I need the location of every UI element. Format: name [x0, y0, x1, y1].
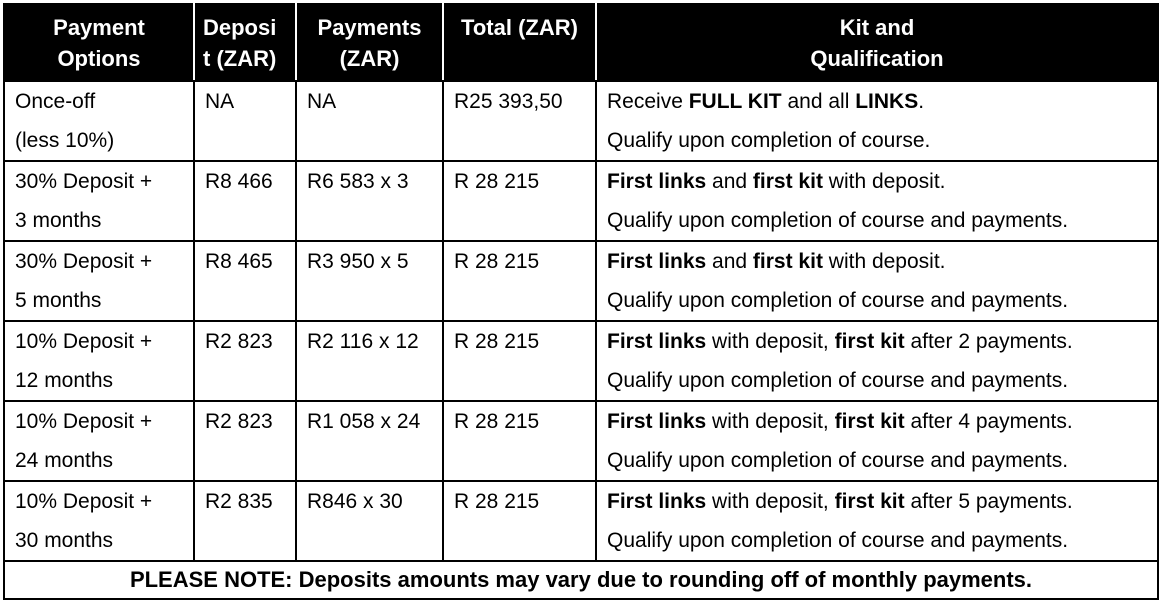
payment-option-line: 24 months — [15, 449, 114, 472]
cell-deposit-value: NA — [205, 90, 235, 113]
header-total — [443, 4, 596, 81]
kit-emphasis: First links — [607, 250, 707, 273]
kit-line — [607, 482, 1157, 521]
table-row — [4, 401, 1158, 481]
kit-emphasis: first kit — [752, 170, 823, 193]
kit-line — [607, 242, 1157, 281]
cell-total-value: R 28 215 — [454, 490, 540, 513]
cell-deposit — [194, 241, 296, 321]
cell-payments — [296, 481, 443, 561]
cell-total-value: R 28 215 — [454, 410, 540, 433]
payment-option-line: 30% Deposit + — [15, 250, 153, 273]
payment-option-line: 10% Deposit + — [15, 330, 153, 353]
kit-line — [607, 162, 1157, 201]
qualification-line: Qualify upon completion of course and payments. — [607, 449, 1069, 472]
header-payments-line-1: Payments — [317, 15, 422, 40]
cell-payments — [296, 241, 443, 321]
cell-total — [443, 241, 596, 321]
cell-deposit — [194, 481, 296, 561]
qualification-line: Qualify upon completion of course and payments. — [607, 369, 1069, 392]
cell-deposit-value: R2 823 — [205, 330, 273, 353]
header-payment-options — [4, 4, 194, 81]
header-kit-line-1: Kit and — [839, 15, 915, 40]
qualification-line: Qualify upon completion of course. — [607, 129, 931, 152]
cell-kit-qualification — [596, 401, 1158, 481]
table-row — [4, 481, 1158, 561]
cell-kit-qualification — [596, 321, 1158, 401]
kit-emphasis: first kit — [752, 250, 823, 273]
kit-emphasis: LINKS — [855, 90, 919, 113]
qualification-line: Qualify upon completion of course and payments. — [607, 529, 1069, 552]
table-header — [4, 4, 1158, 81]
header-payment-options-line-1: Payment — [53, 15, 145, 40]
cell-deposit-value: R8 465 — [205, 250, 273, 273]
cell-deposit — [194, 321, 296, 401]
cell-total — [443, 321, 596, 401]
cell-deposit — [194, 161, 296, 241]
cell-total-value: R 28 215 — [454, 330, 540, 353]
cell-payment-option — [4, 481, 194, 561]
kit-emphasis: first kit — [834, 330, 905, 353]
note-row — [4, 561, 1158, 599]
kit-text: with deposit. — [822, 250, 946, 273]
cell-kit-qualification — [596, 481, 1158, 561]
cell-total-value: R25 393,50 — [454, 90, 563, 113]
kit-text: . — [918, 90, 925, 113]
header-payment-options-line-2: Options — [57, 46, 141, 71]
cell-payments — [296, 81, 443, 161]
cell-payments — [296, 321, 443, 401]
payment-option-line: 30% Deposit + — [15, 170, 153, 193]
kit-text: with deposit, — [706, 330, 835, 353]
cell-deposit — [194, 81, 296, 161]
header-deposit-line-1: Deposi — [203, 15, 277, 40]
cell-deposit-value: R8 466 — [205, 170, 273, 193]
cell-payment-option — [4, 81, 194, 161]
table-body — [4, 81, 1158, 561]
kit-text: Receive — [607, 90, 689, 113]
cell-total-value: R 28 215 — [454, 250, 540, 273]
kit-emphasis: first kit — [834, 490, 905, 513]
kit-emphasis: First links — [607, 170, 707, 193]
cell-payments — [296, 401, 443, 481]
note-text: PLEASE NOTE: Deposits amounts may vary due to rounding off of monthly payments. — [4, 561, 1158, 599]
payment-option-line: (less 10%) — [15, 129, 115, 152]
header-total-line-1: Total (ZAR) — [461, 15, 578, 40]
cell-payments-value: NA — [307, 90, 337, 113]
qualification-line: Qualify upon completion of course and payments. — [607, 209, 1069, 232]
cell-total — [443, 401, 596, 481]
kit-text: and all — [781, 90, 856, 113]
kit-emphasis: first kit — [834, 410, 905, 433]
kit-text: and — [706, 250, 753, 273]
table-row — [4, 241, 1158, 321]
payment-options-table — [3, 3, 1159, 600]
cell-total-value: R 28 215 — [454, 170, 540, 193]
header-row — [4, 4, 1158, 81]
qualification-line: Qualify upon completion of course and payments. — [607, 289, 1069, 312]
kit-text: after 4 payments. — [904, 410, 1073, 433]
kit-emphasis: First links — [607, 410, 707, 433]
header-kit-line-2: Qualification — [810, 46, 944, 71]
cell-payments-value: R3 950 x 5 — [307, 250, 409, 273]
cell-payments-value: R2 116 x 12 — [307, 330, 419, 353]
payment-option-line: Once-off — [15, 90, 96, 113]
cell-kit-qualification — [596, 81, 1158, 161]
cell-payment-option — [4, 321, 194, 401]
cell-total — [443, 481, 596, 561]
header-deposit-line-2: t (ZAR) — [203, 46, 277, 71]
cell-total — [443, 81, 596, 161]
table-footer — [4, 561, 1158, 599]
payment-option-line: 30 months — [15, 529, 114, 552]
cell-kit-qualification — [596, 241, 1158, 321]
cell-payment-option — [4, 401, 194, 481]
cell-kit-qualification — [596, 161, 1158, 241]
header-payments — [296, 4, 443, 81]
cell-payments — [296, 161, 443, 241]
cell-payment-option — [4, 241, 194, 321]
kit-text: with deposit. — [822, 170, 946, 193]
table-row — [4, 321, 1158, 401]
kit-text: after 5 payments. — [904, 490, 1073, 513]
kit-text: after 2 payments. — [904, 330, 1073, 353]
header-deposit — [194, 4, 296, 81]
cell-deposit-value: R2 835 — [205, 490, 273, 513]
kit-text: and — [706, 170, 753, 193]
kit-emphasis: FULL KIT — [688, 90, 782, 113]
cell-total — [443, 161, 596, 241]
payment-option-line: 3 months — [15, 209, 102, 232]
kit-line — [607, 82, 1157, 121]
kit-text: with deposit, — [706, 410, 835, 433]
header-payments-line-2: (ZAR) — [339, 46, 400, 71]
header-kit-qualification — [596, 4, 1158, 81]
payment-option-line: 12 months — [15, 369, 114, 392]
cell-payment-option — [4, 161, 194, 241]
payment-options-table-wrapper — [3, 3, 1157, 600]
kit-line — [607, 322, 1157, 361]
cell-payments-value: R1 058 x 24 — [307, 410, 421, 433]
cell-payments-value: R846 x 30 — [307, 490, 403, 513]
cell-payments-value: R6 583 x 3 — [307, 170, 409, 193]
cell-deposit-value: R2 823 — [205, 410, 273, 433]
payment-option-line: 10% Deposit + — [15, 490, 153, 513]
cell-deposit — [194, 401, 296, 481]
payment-option-line: 10% Deposit + — [15, 410, 153, 433]
kit-line — [607, 402, 1157, 441]
kit-emphasis: First links — [607, 330, 707, 353]
kit-text: with deposit, — [706, 490, 835, 513]
table-row — [4, 161, 1158, 241]
table-row — [4, 81, 1158, 161]
payment-option-line: 5 months — [15, 289, 102, 312]
kit-emphasis: First links — [607, 490, 707, 513]
